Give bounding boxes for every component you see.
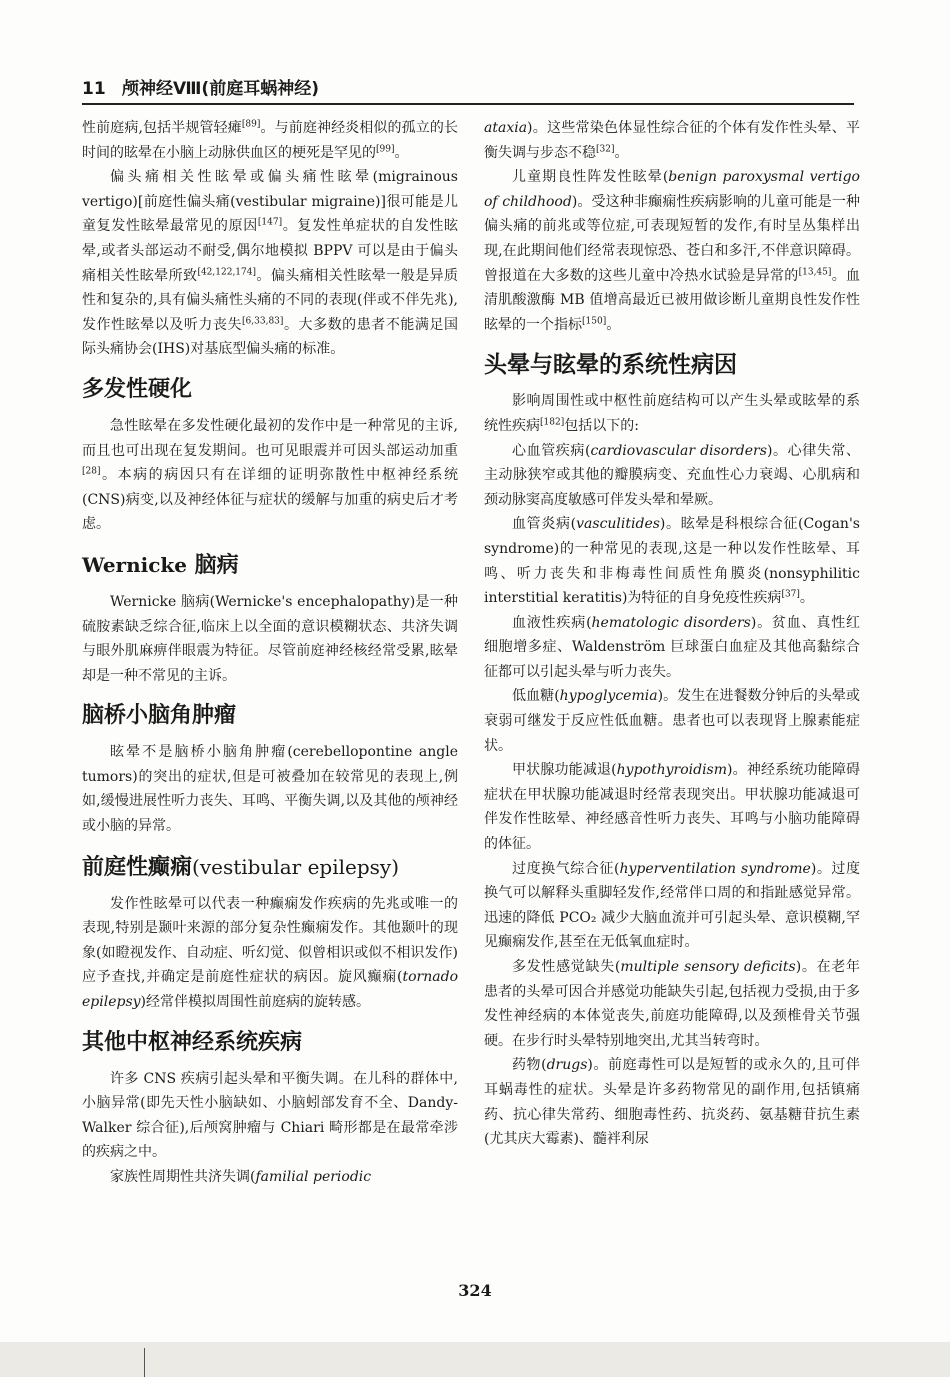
paragraph: 性前庭病,包括半规管轻瘫[89]。与前庭神经炎相似的孤立的长时间的眩晕在小脑上动脉供血区的梗死是罕见的[99]。 [82, 119, 459, 161]
paragraph-cpa: 眩晕不是脑桥小脑角肿瘤(cerebellopontine angle tumors)的突出的症状,但是可被叠加在较常见的表现上,例如,缓慢进展性听力丧失、耳鸣、平衡失调,以及其他的颅神经或小脑的异常。 [82, 744, 458, 835]
page-number: 324 [458, 1281, 492, 1300]
heading-wernicke: Wernicke 脑病 [82, 552, 239, 578]
paragraph-periodic-ataxia: 家族性周期性共济失调(familial periodic [110, 1169, 372, 1185]
paragraph-bpv-childhood: 儿童期良性阵发性眩晕(benign paroxysmal vertigo of childhood)。受这种非癫痫性疾病影响的儿童可能是一种偏头痛的前兆或等位症,可表现短暂的发作,有时呈丛集样出现,在此期间他们经常表现惊恐、苍白和多汗,不伴意识障碍。曾报道在大多数的这些儿童中冷热水试验是异常的[13,45]。血清肌酸激酶 MB 值增高最近已被用做诊断儿童期良性发作性眩晕的一个指标[150]。 [484, 169, 861, 333]
paragraph-systemic-intro: 影响周围性或中枢性前庭结构可以产生头晕或眩晕的系统性疾病[182]包括以下的: [484, 393, 860, 434]
paragraph-hematologic: 血液性疾病(hematologic disorders)。贫血、真性红细胞增多症、Waldenström 巨球蛋白血症及其他高黏综合征都可以引起头晕与听力丧失。 [484, 614, 861, 680]
paragraph-hyperventilation: 过度换气综合征(hyperventilation syndrome)。过度换气可以解释头重脚轻发作,经常伴口周的和指趾感觉异常。迅速的降低 PCO₂ 减少大脑血流并可引起头晕、意识模糊,罕见癫痫发作,甚至在无低氧血症时。 [484, 860, 860, 951]
chapter-title: 颅神经Ⅷ(前庭耳蜗神经) [122, 79, 319, 99]
paragraph-wernicke: Wernicke 脑病(Wernicke's encephalopathy)是一种硫胺素缺乏综合征,临床上以全面的意识模糊状态、共济失调与眼外肌麻痹伴眼震为特征。尽管前庭神经核经常受累,眩晕却是一种不常见的主诉。 [82, 593, 458, 684]
heading-other-cns: 其他中枢神经系统疾病 [82, 1029, 303, 1055]
heading-cpa-tumor: 脑桥小脑角肿瘤 [82, 703, 237, 729]
right-column [484, 116, 860, 1152]
running-header [82, 74, 854, 100]
scan-mark [144, 1348, 145, 1377]
heading-multiple-sclerosis: 多发性硬化 [82, 376, 193, 402]
paragraph-drugs: 药物(drugs)。前庭毒性可以是短暂的或永久的,且可伴耳蜗毒性的症状。头晕是许多药物常见的副作用,包括镇痛药、抗心律失常药、细胞毒性药、抗炎药、氨基糖苷抗生素(尤其庆大霉素)、髓袢利尿 [484, 1057, 860, 1148]
paragraph: ataxia)。这些常染色体显性综合征的个体有发作性头晕、平衡失调与步态不稳[32]。 [484, 120, 860, 161]
paragraph-hypothyroidism: 甲状腺功能减退(hypothyroidism)。神经系统功能障碍症状在甲状腺功能减退时经常表现突出。甲状腺功能减退可伴发作性眩晕、神经感音性听力丧失、耳鸣与小脑功能障碍的体征。 [484, 762, 860, 853]
paragraph-epilepsy: 发作性眩晕可以代表一种癫痫发作疾病的先兆或唯一的表现,特别是颞叶来源的部分复杂性癫痫发作。其他颞叶的现象(如瞪视发作、自动症、听幻觉、似曾相识或似不相识发作)应予查找,并确定是前庭性症状的病因。旋风癫痫(tornado epilepsy)经常伴模拟周围性前庭病的旋转感。 [82, 895, 459, 1011]
paragraph-hypoglycemia: 低血糖(hypoglycemia)。发生在进餐数分钟后的头晕或衰弱可继发于反应性低血糖。患者也可以表现肾上腺素能症状。 [484, 688, 860, 754]
chapter-number: 11 [82, 79, 106, 99]
heading-vestibular-epilepsy: 前庭性癫痫(vestibular epilepsy) [82, 854, 400, 880]
paragraph-cns: 许多 CNS 疾病引起头晕和平衡失调。在儿科的群体中,小脑异常(即先天性小脑缺如、小脑蚓部发育不全、Dandy-Walker 综合征),后颅窝肿瘤与 Chiari 畸形都是在最常牵涉的疾病之中。 [82, 1070, 458, 1161]
scan-footer-band [0, 1342, 950, 1377]
paragraph-migraine: 偏头痛相关性眩晕或偏头痛性眩晕(migrainous vertigo)[前庭性偏头痛(vestibular migraine)]很可能是儿童复发性眩晕最常见的原因[147]。复发性单症状的自发性眩晕,或者头部运动不耐受,偶尔地模拟 BPPV 可以是由于偏头痛相关性眩晕所致[42,122,174]。偏头痛相关性眩晕一般是异质性和复杂的,具有偏头痛性头痛的不同的表现(伴或不伴先兆),发作性眩晕以及听力丧失[6,33,83]。大多数的患者不能满足国际头痛协会(IHS)对基底型偏头痛的标准。 [82, 169, 459, 358]
paragraph-ms: 急性眩晕在多发性硬化最初的发作中是一种常见的主诉,而且也可出现在复发期间。也可见眼震并可因头部运动加重[28]。本病的病因只有在详细的证明弥散性中枢神经系统(CNS)病变,以及神经体征与症状的缓解与加重的病史后才考虑。 [82, 417, 458, 533]
paragraph-sensory-deficits: 多发性感觉缺失(multiple sensory deficits)。在老年患者的头晕可因合并感觉功能缺失引起,包括视力受损,由于多发性神经病的本体觉丧失,前庭功能障碍,以及颈椎骨关节强硬。在步行时头晕特别地突出,尤其当转弯时。 [484, 959, 860, 1049]
paragraph-vasculitides: 血管炎病(vasculitides)。眩晕是科根综合征(Cogan's syndrome)的一种常见的表现,这是一种以发作性眩晕、耳鸣、听力丧失和非梅毒性间质性角膜炎(nonsyphilitic interstitial keratitis)为特征的自身免疫性疾病[37]。 [484, 516, 860, 607]
header-rule [82, 103, 854, 105]
left-column [82, 116, 458, 1190]
heading-systemic-causes: 头晕与眩晕的系统性病因 [484, 352, 737, 379]
paragraph-cardiovascular: 心血管疾病(cardiovascular disorders)。心律失常、主动脉狭窄或其他的瓣膜病变、充血性心力衰竭、心肌病和颈动脉窦高度敏感可伴发头晕和晕厥。 [484, 442, 860, 508]
